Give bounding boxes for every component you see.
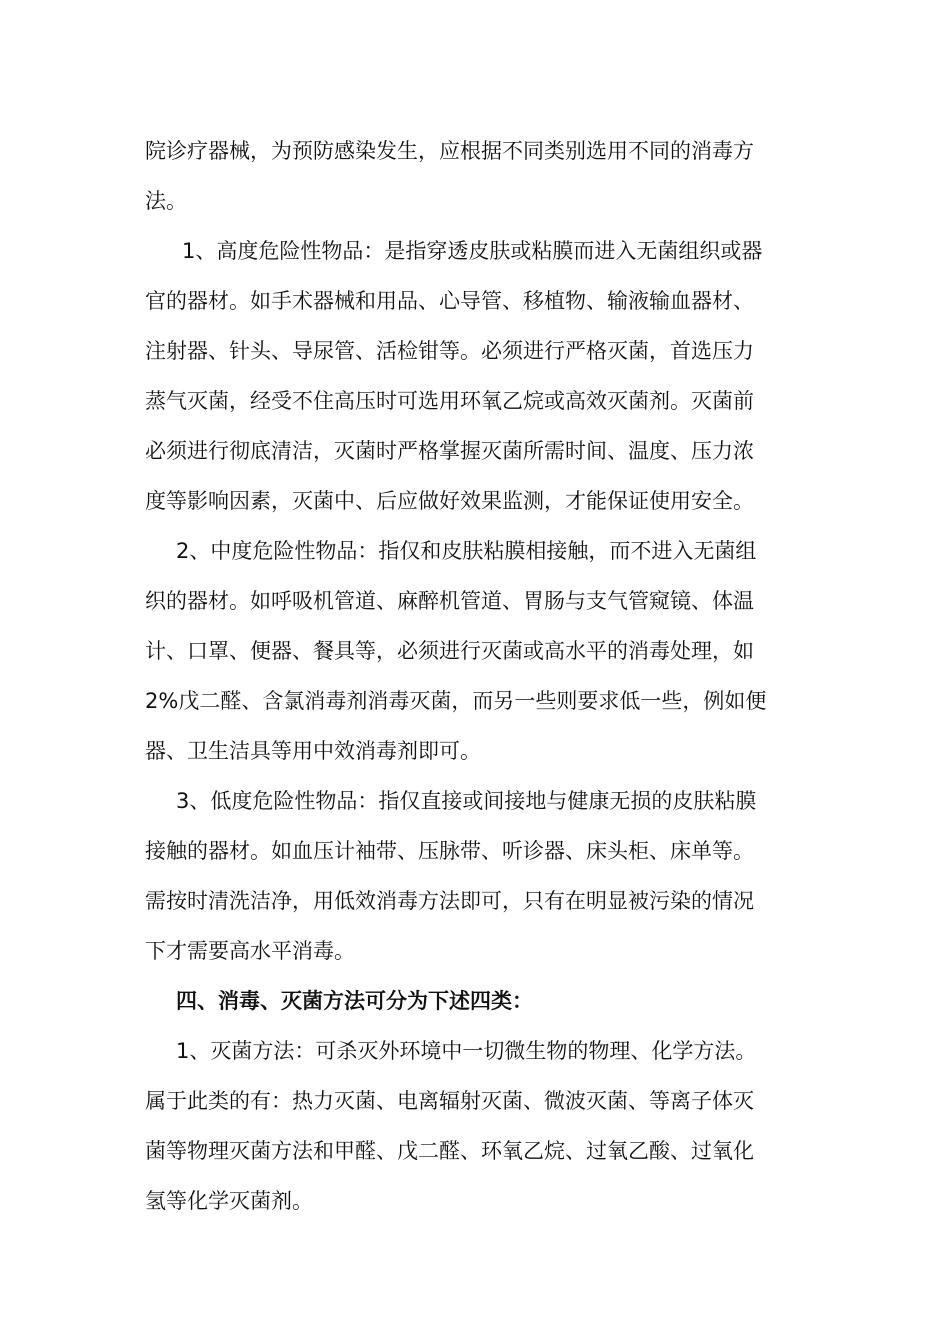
- text-line-15: 接触的器材。如血压计袖带、压脉带、听诊器、床头柜、床单等。: [145, 839, 754, 863]
- text-line-22: 氢等化学灭菌剂。: [145, 1189, 313, 1213]
- section-heading: 四、消毒、灭菌方法可分为下述四类：: [176, 989, 533, 1013]
- text-line-20: 属于此类的有：热力灭菌、电离辐射灭菌、微波灭菌、等离子体灭: [145, 1089, 754, 1113]
- text-line-5: 注射器、针头、导尿管、活检钳等。必须进行严格灭菌，首选压力: [145, 339, 754, 363]
- text-line-11: 计、口罩、便器、餐具等，必须进行灭菌或高水平的消毒处理，如: [145, 639, 754, 663]
- text-line-4: 官的器材。如手术器械和用品、心导管、移植物、输液输血器材、: [145, 289, 754, 313]
- text-line-21: 菌等物理灭菌方法和甲醛、戊二醛、环氧乙烷、过氧乙酸、过氧化: [145, 1139, 754, 1163]
- text-line-16: 需按时清洗洁净，用低效消毒方法即可，只有在明显被污染的情况: [145, 889, 754, 913]
- text-line-7: 必须进行彻底清洁，灭菌时严格掌握灭菌所需时间、温度、压力浓: [145, 439, 754, 463]
- method-1-heading-line: 1、灭菌方法：可杀灭外环境中一切微生物的物理、化学方法。: [176, 1039, 757, 1063]
- text-line-8: 度等影响因素，灭菌中、后应做好效果监测，才能保证使用安全。: [145, 489, 754, 513]
- text-line-17: 下才需要高水平消毒。: [145, 939, 355, 963]
- item-2-heading-line: 2、中度危险性物品：指仅和皮肤粘膜相接触，而不进入无菌组: [176, 539, 757, 563]
- text-line-2: 法。: [145, 189, 187, 213]
- text-line-1: 院诊疗器械，为预防感染发生，应根据不同类别选用不同的消毒方: [145, 139, 754, 163]
- item-1-heading-line: 1、高度危险性物品：是指穿透皮肤或粘膜而进入无菌组织或器: [182, 239, 763, 263]
- text-line-10: 织的器材。如呼吸机管道、麻醉机管道、胃肠与支气管窥镜、体温: [145, 589, 754, 613]
- text-line-13: 器、卫生洁具等用中效消毒剂即可。: [145, 739, 481, 763]
- text-line-12: 2%戊二醛、含氯消毒剂消毒灭菌，而另一些则要求低一些，例如便: [145, 689, 767, 713]
- text-line-6: 蒸气灭菌，经受不住高压时可选用环氧乙烷或高效灭菌剂。灭菌前: [145, 389, 754, 413]
- item-3-heading-line: 3、低度危险性物品：指仅直接或间接地与健康无损的皮肤粘膜: [176, 789, 757, 813]
